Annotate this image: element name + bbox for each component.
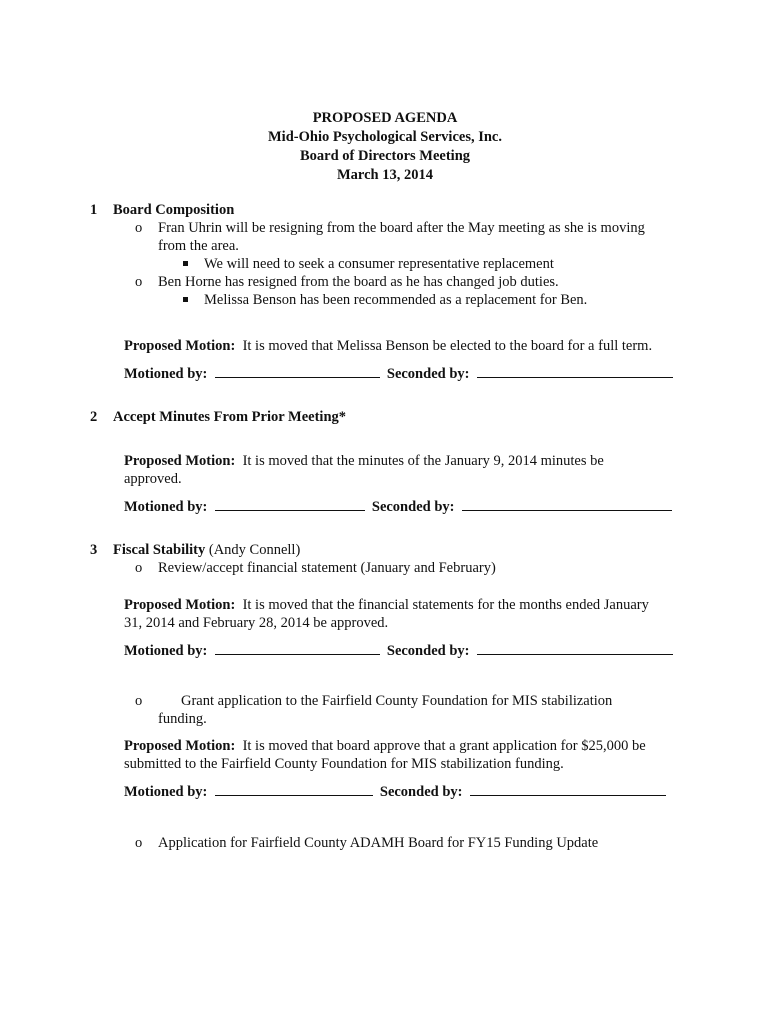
section-number: 2 <box>90 409 98 425</box>
seconded-by-label: Seconded by: <box>371 499 455 515</box>
section-presenter: (Andy Connell) <box>208 542 301 558</box>
motion-text-continued: submitted to the Fairfield County Foundation for MIS stabilization funding. <box>124 756 564 772</box>
motion-text: It is moved that the financial statements for the months ended January <box>242 597 649 613</box>
motioned-by-label: Motioned by: <box>124 499 208 515</box>
signature-line <box>124 364 673 383</box>
motion-label: Proposed Motion: <box>124 738 236 754</box>
list-item: Review/accept financial statement (January and February) <box>158 560 496 576</box>
motion-text: It is moved that the minutes of the January 9, 2014 minutes be <box>242 453 604 469</box>
list-item: Ben Horne has resigned from the board as he has changed job duties. <box>158 274 559 290</box>
meeting-name: Board of Directors Meeting <box>299 148 471 164</box>
motioned-by-label: Motioned by: <box>124 366 208 382</box>
sub-bullet-marker: o <box>135 220 143 236</box>
motion-text: It is moved that board approve that a grant application for $25,000 be <box>242 738 646 754</box>
motioned-by-blank[interactable] <box>215 497 365 511</box>
list-item: Grant application to the Fairfield County Foundation for MIS stabilization <box>181 693 613 709</box>
proposed-motion <box>124 337 652 355</box>
list-item: Application for Fairfield County ADAMH Board for FY15 Funding Update <box>158 835 599 851</box>
organization-name: Mid-Ohio Psychological Services, Inc. <box>268 129 502 145</box>
motioned-by-blank[interactable] <box>215 364 380 378</box>
sub-bullet-marker: o <box>135 835 143 851</box>
motion-text-continued: 31, 2014 and February 28, 2014 be approved. <box>124 615 389 631</box>
agenda-title: PROPOSED AGENDA <box>312 110 458 126</box>
motion-text: It is moved that Melissa Benson be elected to the board for a full term. <box>242 338 653 354</box>
proposed-motion <box>124 737 646 755</box>
signature-line <box>124 782 666 801</box>
section-number: 1 <box>90 202 98 218</box>
motion-label: Proposed Motion: <box>124 453 236 469</box>
proposed-motion <box>124 596 649 614</box>
motioned-by-label: Motioned by: <box>124 643 208 659</box>
square-bullet-icon <box>183 297 188 302</box>
motioned-by-blank[interactable] <box>215 641 380 655</box>
motion-text-continued: approved. <box>124 471 182 487</box>
signature-line <box>124 641 673 660</box>
list-item-continued: from the area. <box>158 238 239 254</box>
meeting-date: March 13, 2014 <box>337 167 433 183</box>
list-item: We will need to seek a consumer representative replacement <box>204 256 554 272</box>
seconded-by-blank[interactable] <box>462 497 672 511</box>
sub-bullet-marker: o <box>135 693 143 709</box>
seconded-by-blank[interactable] <box>477 364 673 378</box>
motioned-by-label: Motioned by: <box>124 784 208 800</box>
seconded-by-blank[interactable] <box>470 782 666 796</box>
seconded-by-label: Seconded by: <box>386 643 470 659</box>
section-title-board-composition: Board Composition <box>113 202 235 218</box>
seconded-by-blank[interactable] <box>477 641 673 655</box>
signature-line <box>124 497 672 516</box>
agenda-header <box>0 109 770 185</box>
list-item: Melissa Benson has been recommended as a replacement for Ben. <box>204 292 588 308</box>
section-title-text: Fiscal Stability <box>113 542 206 558</box>
list-item: Fran Uhrin will be resigning from the board after the May meeting as she is moving <box>158 220 645 236</box>
section-title-fiscal-stability <box>113 541 300 559</box>
list-item-continued: funding. <box>158 711 207 727</box>
seconded-by-label: Seconded by: <box>379 784 463 800</box>
proposed-motion <box>124 452 604 470</box>
square-bullet-icon <box>183 261 188 266</box>
section-title-accept-minutes: Accept Minutes From Prior Meeting* <box>113 409 347 425</box>
sub-bullet-marker: o <box>135 560 143 576</box>
motion-label: Proposed Motion: <box>124 597 236 613</box>
motioned-by-blank[interactable] <box>215 782 373 796</box>
seconded-by-label: Seconded by: <box>386 366 470 382</box>
sub-bullet-marker: o <box>135 274 143 290</box>
motion-label: Proposed Motion: <box>124 338 236 354</box>
section-number: 3 <box>90 542 98 558</box>
